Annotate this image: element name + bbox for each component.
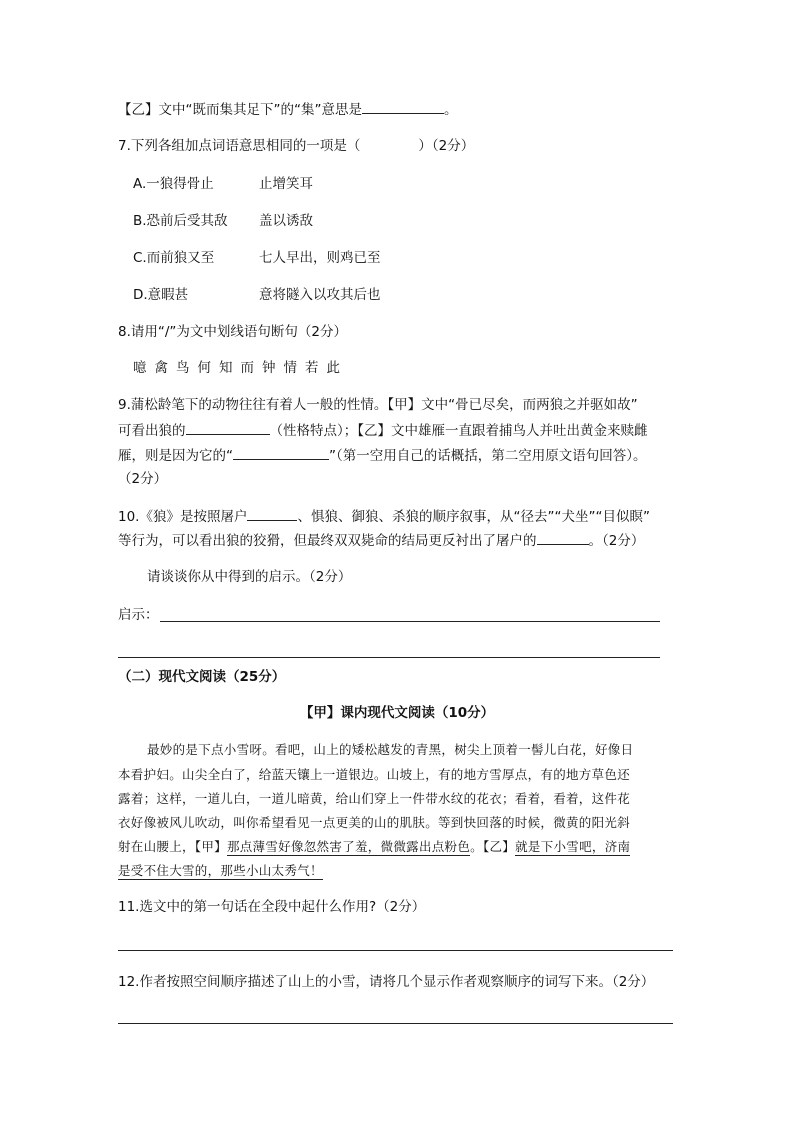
passage-line-6 [118, 861, 323, 881]
answer-blank[interactable] [362, 99, 444, 114]
option-b[interactable]: B.恐前后受其敌 盖以诱敌 [133, 213, 313, 229]
answer-line-1[interactable] [160, 621, 660, 622]
question-10-line3: 请谈谈你从中得到的启示。（2分） [147, 569, 352, 585]
passage-line-3: 露着；这样，一道儿白，一道儿暗黄，给山们穿上一件带水纹的花衣；看着，看着，这件花 [118, 791, 631, 806]
answer-blank[interactable] [233, 445, 329, 460]
passage-line-1: 最妙的是下点小雪呀。看吧，山上的矮松越发的青黑，树尖上顶着一髻儿白花，好像日 [147, 742, 634, 757]
passage-line-4: 衣好像被风儿吹动，叫你希望看见一点更美的山的肌肤。等到快回落的时候，微黄的阳光斜 [118, 815, 631, 830]
answer-line-q11[interactable] [118, 950, 673, 951]
question-9-line4: （2分） [118, 471, 168, 487]
section-subtitle: 【甲】课内现代文阅读（10分） [299, 705, 495, 721]
answer-line-2[interactable] [118, 657, 660, 658]
question-9-line1: 9.蒲松龄笔下的动物往往有着人一般的性情。【甲】文中“骨已尽矣，而两狼之并驱如故” [118, 397, 638, 413]
passage-line-2: 本看护妇。山尖全白了，给蓝天镶上一道银边。山坡上，有的地方雪厚点，有的地方草色还 [118, 767, 631, 782]
underlined-sentence-a: 那点薄雪好像忽然害了羞，微微露出点粉色 [226, 839, 471, 854]
question-9-line3: 雁，则是因为它的“ ”（第一空用自己的话概括，第二空用原文语句回答）。 [118, 445, 647, 466]
answer-blank[interactable] [247, 506, 297, 521]
underlined-sentence-b: 就是下小雪吧，济南 [515, 839, 631, 854]
underlined-sentence-b-cont: 是受不住大雪的，那些小山太秀气！ [118, 863, 323, 878]
answer-blank[interactable] [537, 530, 589, 545]
question-10-line1: 10.《狼》是按照屠户 、惧狼、御狼、杀狼的顺序叙事，从“径去”“犬坐”“目似瞑” [118, 506, 650, 527]
question-9-line2: 可看出狼的 （性格特点）；【乙】文中雄雁一直跟着捕鸟人并吐出黄金来赎雌 [118, 420, 648, 441]
passage-line-5: 射在山腰上，【甲】那点薄雪好像忽然害了羞，微微露出点粉色。【乙】就是下小雪吧，济南 [118, 839, 631, 854]
section-title: （二）现代文阅读（25分） [118, 669, 286, 685]
question-10-line2: 等行为，可以看出狼的狡猾，但最终双双毙命的结局更反衬出了屠户的 。（2分） [118, 530, 644, 551]
answer-blank[interactable] [186, 420, 270, 435]
option-a[interactable]: A.一狼得骨止 止增笑耳 [133, 176, 313, 192]
question-6b: 【乙】文中“既而集其足下”的“集”意思是 。 [118, 99, 457, 120]
option-d[interactable]: D.意暇甚 意将隧入以攻其后也 [133, 287, 381, 303]
sentence-to-punctuate: 噫禽鸟何知而钟情若此 [133, 360, 348, 376]
option-c[interactable]: C.而前狼又至 七人早出，则鸡已至 [133, 250, 381, 266]
question-8-stem: 8.请用“/”为文中划线语句断句（2分） [118, 324, 348, 340]
question-7-stem: 7.下列各组加点词语意思相同的一项是（ ）（2分） [118, 138, 475, 154]
answer-line-q12[interactable] [118, 1023, 673, 1024]
question-12-stem: 12.作者按照空间顺序描述了山上的小雪，请将几个显示作者观察顺序的词写下来。（2分） [118, 974, 655, 990]
answer-label: 启示： [118, 607, 159, 623]
question-11-stem: 11.选文中的第一句话在全段中起什么作用?（2分） [118, 899, 426, 915]
